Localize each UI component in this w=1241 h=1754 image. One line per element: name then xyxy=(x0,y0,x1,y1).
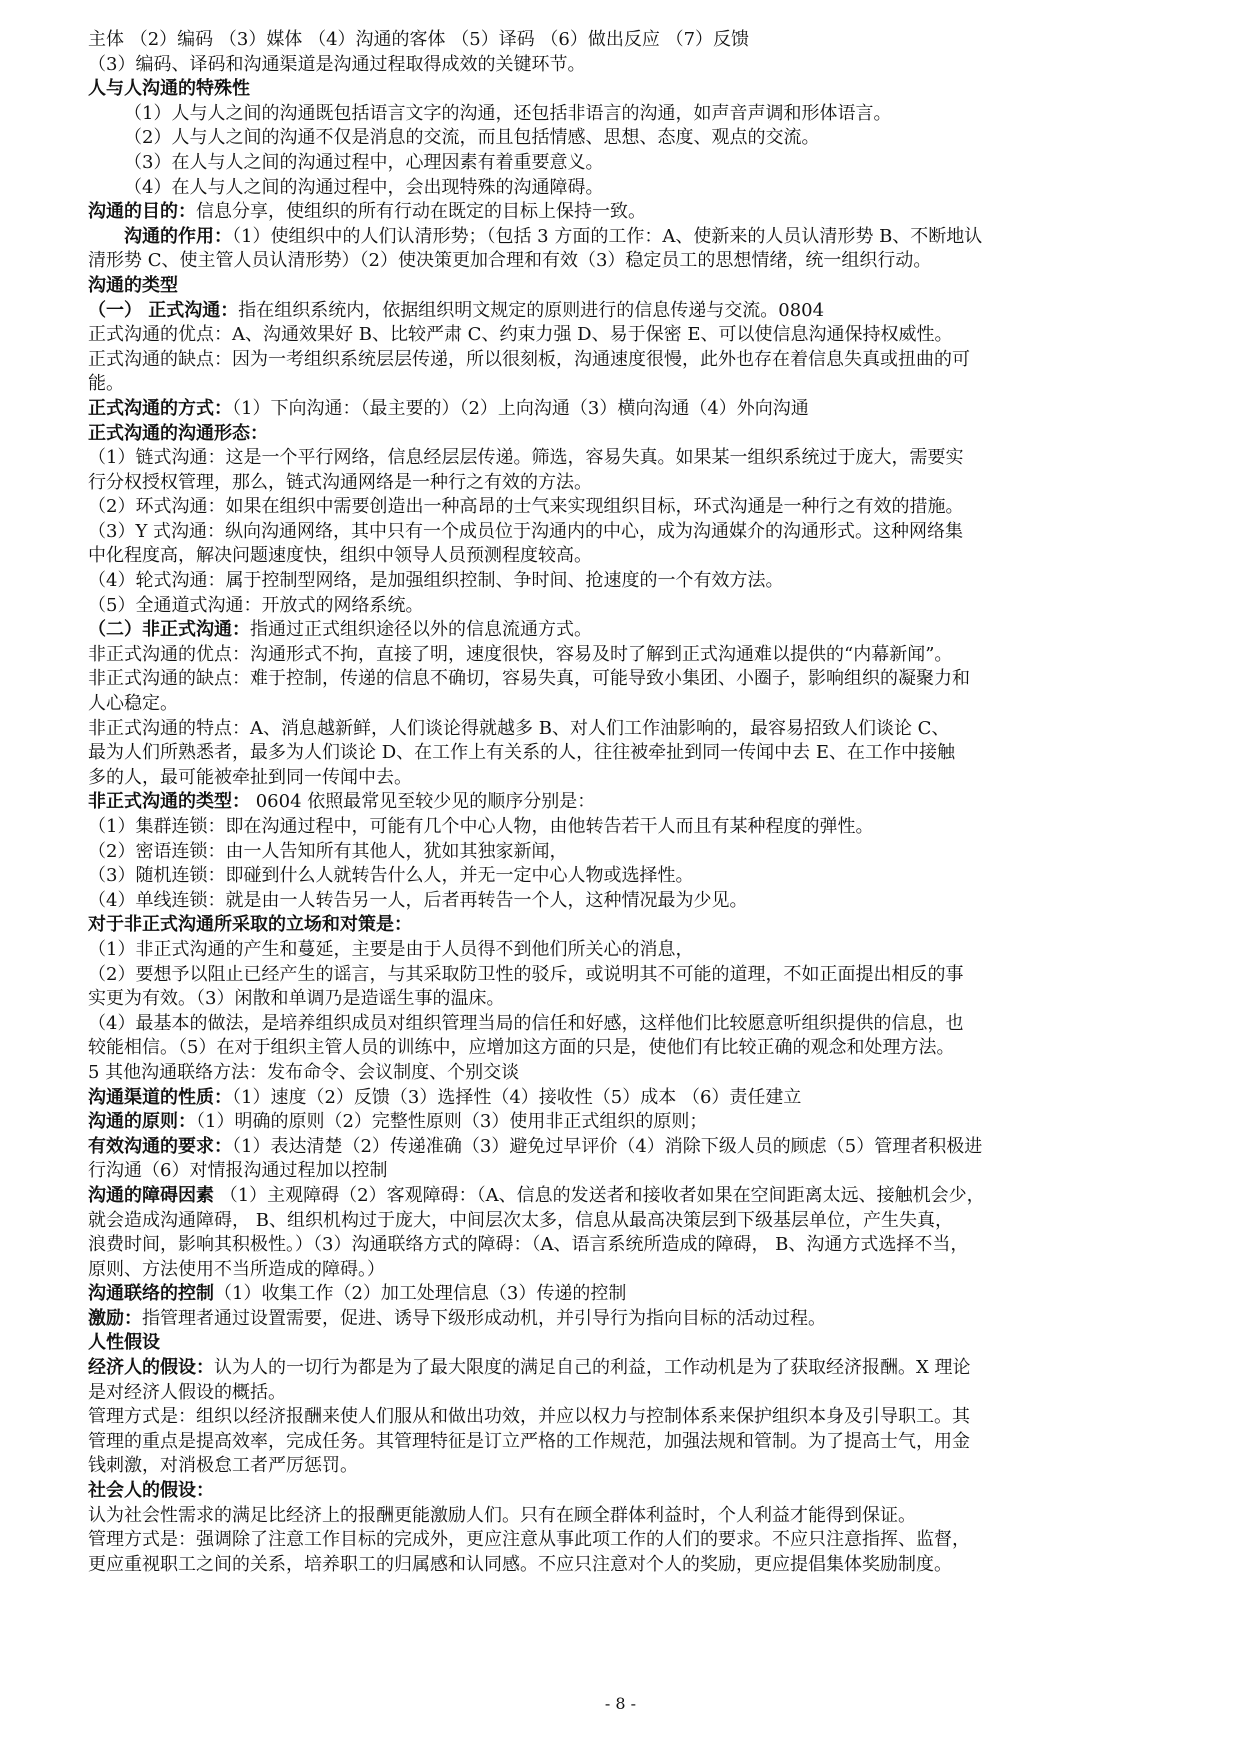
line-text: （1）速度（2）反馈（3）选择性（4）接收性（5）成本 （6）责任建立 xyxy=(232,1086,802,1108)
text-line xyxy=(88,913,1168,938)
bold-heading: 人性假设 xyxy=(88,1332,160,1354)
text-line xyxy=(88,987,1168,1012)
line-text: （1）表达清楚（2）传递准确（3）避免过早评价（4）消除下级人员的顾虑（5）管理者积极进 xyxy=(232,1135,983,1157)
line-text: （1）收集工作（2）加工处理信息（3）传递的控制 xyxy=(214,1283,627,1305)
text-line xyxy=(88,274,1168,299)
text-line xyxy=(88,1012,1168,1037)
text-line xyxy=(88,544,1168,569)
text-line xyxy=(88,741,1168,766)
text-line xyxy=(88,1356,1168,1381)
line-text: 清形势 C、使主管人员认清形势）（2）使决策更加合理和有效（3）稳定员工的思想情绪，统一组织行动。 xyxy=(88,250,932,272)
line-text: 正式沟通的缺点：因为一考组织系统层层传递，所以很刻板，沟通速度很慢，此外也存在着信息失真或扭曲的可 xyxy=(88,348,970,370)
text-line xyxy=(88,1184,1168,1209)
line-text: （2）人与人之间的沟通不仅是消息的交流，而且包括情感、思想、态度、观点的交流。 xyxy=(124,127,820,149)
text-line xyxy=(88,594,1168,619)
line-text: （3）Y 式沟通：纵向沟通网络，其中只有一个成员位于沟通内的中心，成为沟通媒介的沟通形式。这种网络集 xyxy=(88,520,964,542)
line-text: 钱刺激，对消极怠工者严厉惩罚。 xyxy=(88,1455,358,1477)
text-line xyxy=(88,397,1168,422)
line-text: （3）在人与人之间的沟通过程中，心理因素有着重要意义。 xyxy=(124,151,604,173)
text-line xyxy=(88,1282,1168,1307)
bold-heading: 沟通的目的： xyxy=(88,201,196,223)
text-line xyxy=(88,1307,1168,1332)
text-line xyxy=(88,126,1168,151)
line-text: 实更为有效。（3）闲散和单调乃是造谣生事的温床。 xyxy=(88,988,505,1010)
text-line xyxy=(88,1553,1168,1578)
bold-heading: （二）非正式沟通： xyxy=(88,619,250,641)
line-text: （4）轮式沟通：属于控制型网络，是加强组织控制、争时间、抢速度的一个有效方法。 xyxy=(88,570,784,592)
text-line xyxy=(88,692,1168,717)
text-line xyxy=(88,200,1168,225)
bold-heading: 经济人的假设： xyxy=(88,1357,214,1379)
text-line xyxy=(88,176,1168,201)
text-line xyxy=(88,1528,1168,1553)
line-text: （2）密语连锁：由一人告知所有其他人，犹如其独家新闻， xyxy=(88,840,568,862)
text-line xyxy=(88,249,1168,274)
line-text: （1）下向沟通：（最主要的）（2）上向沟通（3）横向沟通（4）外向沟通 xyxy=(232,397,809,419)
bold-heading: 有效沟通的要求： xyxy=(88,1135,232,1157)
text-line xyxy=(88,77,1168,102)
text-line xyxy=(88,299,1168,324)
line-text: 最为人们所熟悉者，最多为人们谈论 D、在工作上有关系的人，往往被牵扯到同一传闻中去 E、在工作中接触 xyxy=(88,742,956,764)
bold-heading: 激励： xyxy=(88,1307,142,1329)
text-line xyxy=(88,1430,1168,1455)
line-text: 更应重视职工之间的关系，培养职工的归属感和认同感。不应只注意对个人的奖励，更应提倡集体奖励制度。 xyxy=(88,1553,952,1575)
text-line xyxy=(88,495,1168,520)
bold-heading: 沟通的原则： xyxy=(88,1111,196,1133)
text-line xyxy=(88,1454,1168,1479)
line-text: 能。 xyxy=(88,373,124,395)
line-text: （2）要想予以阻止已经产生的谣言，与其采取防卫性的驳斥，或说明其不可能的道理，不如正面提出相反的事 xyxy=(88,963,964,985)
text-line xyxy=(88,618,1168,643)
text-line xyxy=(88,1135,1168,1160)
text-line xyxy=(88,1479,1168,1504)
line-text: （3）编码、译码和沟通渠道是沟通过程取得成效的关键环节。 xyxy=(88,53,586,75)
line-text: 行沟通（6）对情报沟通过程加以控制 xyxy=(88,1160,388,1182)
text-line xyxy=(88,348,1168,373)
bold-heading: 正式沟通的沟通形态： xyxy=(88,422,268,444)
text-line xyxy=(88,717,1168,742)
text-line xyxy=(88,667,1168,692)
text-line xyxy=(88,1086,1168,1111)
line-text: 信息分享，使组织的所有行动在既定的目标上保持一致。 xyxy=(196,201,646,223)
text-line xyxy=(88,372,1168,397)
line-text: 指通过正式组织途径以外的信息流通方式。 xyxy=(250,619,592,641)
bold-heading: （一） 正式沟通： xyxy=(88,299,239,321)
text-line xyxy=(88,1331,1168,1356)
text-line xyxy=(88,1405,1168,1430)
bold-heading: 沟通渠道的性质： xyxy=(88,1086,232,1108)
text-line xyxy=(88,766,1168,791)
line-text: 管理方式是：组织以经济报酬来使人们服从和做出功效，并应以权力与控制体系来保护组织本身及引导职工。其 xyxy=(88,1406,970,1428)
text-line xyxy=(88,323,1168,348)
line-text: 指管理者通过设置需要，促进、诱导下级形成动机，并引导行为指向目标的活动过程。 xyxy=(142,1307,826,1329)
line-text: 非正式沟通的优点：沟通形式不拘，直接了明，速度很快，容易及时了解到正式沟通难以提供的“内幕新闻”。 xyxy=(88,643,953,665)
text-line xyxy=(88,643,1168,668)
line-text: （3）随机连锁：即碰到什么人就转告什么人，并无一定中心人物或选择性。 xyxy=(88,865,694,887)
line-text: （1）非正式沟通的产生和蔓延，主要是由于人员得不到他们所关心的消息， xyxy=(88,938,694,960)
text-line xyxy=(88,889,1168,914)
line-text: 行分权授权管理，那么，链式沟通网络是一种行之有效的方法。 xyxy=(88,471,592,493)
bold-heading: 社会人的假设： xyxy=(88,1480,214,1502)
line-text: 是对经济人假设的概括。 xyxy=(88,1381,286,1403)
line-text: （4）在人与人之间的沟通过程中，会出现特殊的沟通障碍。 xyxy=(124,176,604,198)
line-text: 管理方式是：强调除了注意工作目标的完成外，更应注意从事此项工作的人们的要求。不应只注意指挥、监督， xyxy=(88,1529,970,1551)
line-text: （1）链式沟通：这是一个平行网络，信息经层层传递。筛选，容易失真。如果某一组织系统过于庞大，需要实 xyxy=(88,447,964,469)
line-text: 管理的重点是提高效率，完成任务。其管理特征是订立严格的工作规范，加强法规和管制。为了提高士气，用金 xyxy=(88,1430,970,1452)
line-text: 非正式沟通的缺点：难于控制，传递的信息不确切，容易失真，可能导致小集团、小圈子，影响组织的凝聚力和 xyxy=(88,668,970,690)
bold-heading: 沟通的类型 xyxy=(88,274,178,296)
page-number: - 8 - xyxy=(604,1694,637,1713)
line-text: 浪费时间，影响其积极性。）（3）沟通联络方式的障碍：（A、语言系统所造成的障碍， B、沟通方式选择不当， xyxy=(88,1234,969,1256)
line-text: （1）明确的原则（2）完整性原则（3）使用非正式组织的原则； xyxy=(196,1111,708,1133)
document-body xyxy=(88,28,1168,1577)
text-line xyxy=(88,1061,1168,1086)
line-text: 5 其他沟通联络方法：发布命令、会议制度、个别交谈 xyxy=(88,1061,520,1083)
line-text: 非正式沟通的特点：A、消息越新鲜，人们谈论得就越多 B、对人们工作油影响的，最容易招致人们谈论 C、 xyxy=(88,717,950,739)
line-text: 认为人的一切行为都是为了最大限度的满足自己的利益，工作动机是为了获取经济报酬。X 理论 xyxy=(214,1357,971,1379)
line-text: 较能相信。（5）在对于组织主管人员的训练中，应增加这方面的只是，使他们有比较正确的观念和处理方法。 xyxy=(88,1037,955,1059)
line-text: 认为社会性需求的满足比经济上的报酬更能激励人们。只有在顾全群体利益时，个人利益才能得到保证。 xyxy=(88,1504,916,1526)
line-text: （5）全通道式沟通：开放式的网络系统。 xyxy=(88,594,424,616)
bold-heading: 沟通的障碍因素 xyxy=(88,1184,214,1206)
bold-heading: 沟通的作用： xyxy=(124,225,232,247)
line-text: （4）单线连锁：就是由一人转告另一人，后者再转告一个人，这种情况最为少见。 xyxy=(88,889,748,911)
text-line xyxy=(88,963,1168,988)
line-text: （1）使组织中的人们认清形势；（包括 3 方面的工作：A、使新来的人员认清形势 B、不断地认 xyxy=(232,225,983,247)
line-text: （1）人与人之间的沟通既包括语言文字的沟通，还包括非语言的沟通，如声音声调和形体语言。 xyxy=(124,102,892,124)
line-text: 人心稳定。 xyxy=(88,693,178,715)
text-line xyxy=(88,864,1168,889)
line-text: （4）最基本的做法，是培养组织成员对组织管理当局的信任和好感，这样他们比较愿意听组织提供的信息，也 xyxy=(88,1012,964,1034)
bold-heading: 对于非正式沟通所采取的立场和对策是： xyxy=(88,914,412,936)
text-line xyxy=(88,815,1168,840)
text-line xyxy=(88,1504,1168,1529)
text-line xyxy=(88,840,1168,865)
text-line xyxy=(88,102,1168,127)
text-line xyxy=(88,225,1168,250)
text-line xyxy=(88,1258,1168,1283)
text-line xyxy=(88,1159,1168,1184)
line-text: 中化程度高，解决问题速度快，组织中领导人员预测程度较高。 xyxy=(88,545,592,567)
text-line xyxy=(88,446,1168,471)
line-text: 原则、方法使用不当所造成的障碍。） xyxy=(88,1258,385,1280)
text-line xyxy=(88,1110,1168,1135)
line-text: 多的人，最可能被牵扯到同一传闻中去。 xyxy=(88,766,412,788)
text-line xyxy=(88,28,1168,53)
line-text: 正式沟通的优点：A、沟通效果好 B、比较严肃 C、约束力强 D、易于保密 E、可以使信息沟通保持权威性。 xyxy=(88,324,953,346)
text-line xyxy=(88,151,1168,176)
text-line xyxy=(88,938,1168,963)
text-line xyxy=(88,53,1168,78)
text-line xyxy=(88,520,1168,545)
text-line xyxy=(88,1036,1168,1061)
line-text: 0604 依照最常见至较少见的顺序分别是： xyxy=(250,791,596,813)
line-text: 主体 （2）编码 （3）媒体 （4）沟通的客体 （5）译码 （6）做出反应 （7）反馈 xyxy=(88,29,750,50)
text-line xyxy=(88,1209,1168,1234)
line-text: （1）集群连锁：即在沟通过程中，可能有几个中心人物，由他转告若干人而且有某种程度的弹性。 xyxy=(88,816,874,837)
text-line xyxy=(88,1233,1168,1258)
text-line xyxy=(88,422,1168,447)
line-text: （2）环式沟通：如果在组织中需要创造出一种高昂的士气来实现组织目标，环式沟通是一种行之有效的措施。 xyxy=(88,496,964,518)
text-line xyxy=(88,569,1168,594)
line-text: 就会造成沟通障碍， B、组织机构过于庞大，中间层次太多，信息从最高决策层到下级基层单位，产生失真， xyxy=(88,1209,953,1231)
bold-heading: 人与人沟通的特殊性 xyxy=(88,78,250,100)
bold-heading: 沟通联络的控制 xyxy=(88,1283,214,1305)
text-line xyxy=(88,790,1168,815)
bold-heading: 正式沟通的方式： xyxy=(88,397,232,419)
line-text: 指在组织系统内，依据组织明文规定的原则进行的信息传递与交流。0804 xyxy=(238,299,825,321)
bold-heading: 非正式沟通的类型： xyxy=(88,791,250,813)
line-text: （1）主观障碍（2）客观障碍：（A、信息的发送者和接收者如果在空间距离太远、接触机会少， xyxy=(214,1184,985,1206)
text-line xyxy=(88,1381,1168,1406)
text-line xyxy=(88,471,1168,496)
